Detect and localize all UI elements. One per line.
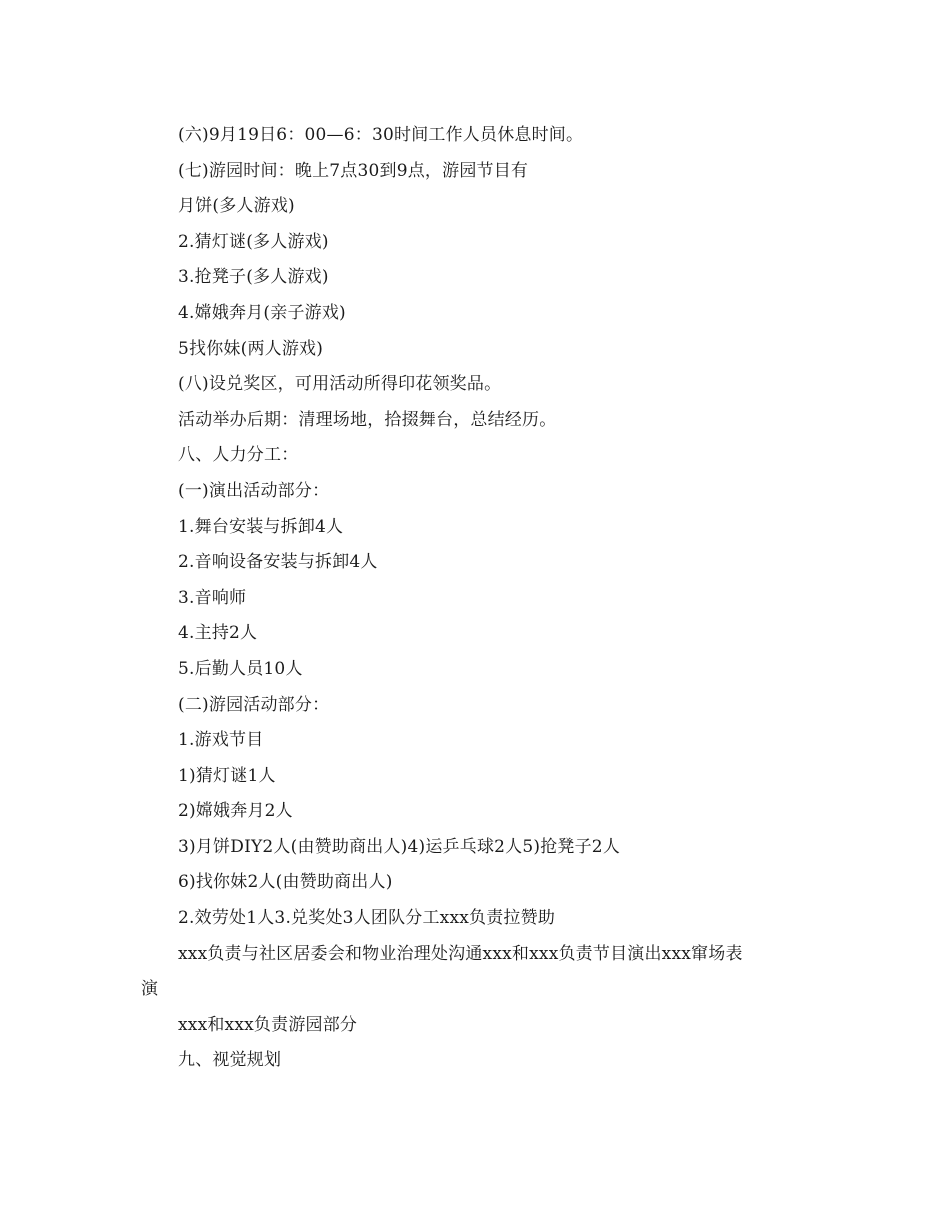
text-line: 3.音响师 [178,587,247,608]
text-line: (六)9月19日6：00—6：30时间工作人员休息时间。 [178,125,584,145]
text-line: 2.音响设备安装与拆卸4人 [178,552,378,573]
text-line: 6)找你妹2人(由赞助商出人) [178,872,393,893]
text-line: 活动举办后期：清理场地，拾掇舞台，总结经历。 [178,409,557,430]
subsection-heading: (一)演出活动部分： [178,480,330,501]
text-line: 4.主持2人 [178,623,258,644]
text-line: 1.游戏节目 [178,730,264,751]
section-heading: 九、视觉规划 [178,1050,282,1071]
text-line: xxx和xxx负责游园部分 [178,1014,358,1035]
subsection-heading: (二)游园活动部分： [178,694,330,715]
text-line: xxx负责与社区居委会和物业治理处沟通xxx和xxx负责节目演出xxx窜场表 [178,943,743,964]
text-line: (八)设兑奖区，可用活动所得印花领奖品。 [178,374,502,395]
text-line: 月饼(多人游戏) [178,196,295,217]
text-line-continuation: 演 [141,979,159,1000]
text-line: 5找你妹(两人游戏) [178,338,324,359]
text-line: 2)嫦娥奔月2人 [178,801,293,822]
document-body [0,118,950,1079]
text-line: 1.舞台安装与拆卸4人 [178,516,344,537]
text-line: 2.效劳处1人3.兑奖处3人团队分工xxx负责拉赞助 [178,908,556,929]
section-heading: 八、人力分工： [178,445,299,466]
text-line: 4.嫦娥奔月(亲子游戏) [178,302,346,323]
text-line: 3.抢凳子(多人游戏) [178,267,329,288]
text-line: (七)游园时间：晚上7点30到9点，游园节目有 [178,160,529,181]
text-line: 1)猜灯谜1人 [178,765,276,786]
text-line: 5.后勤人员10人 [178,658,303,679]
text-line: 2.猜灯谜(多人游戏) [178,231,329,252]
text-line: 3)月饼DIY2人(由赞助商出人)4)运乒乓球2人5)抢凳子2人 [178,836,621,857]
